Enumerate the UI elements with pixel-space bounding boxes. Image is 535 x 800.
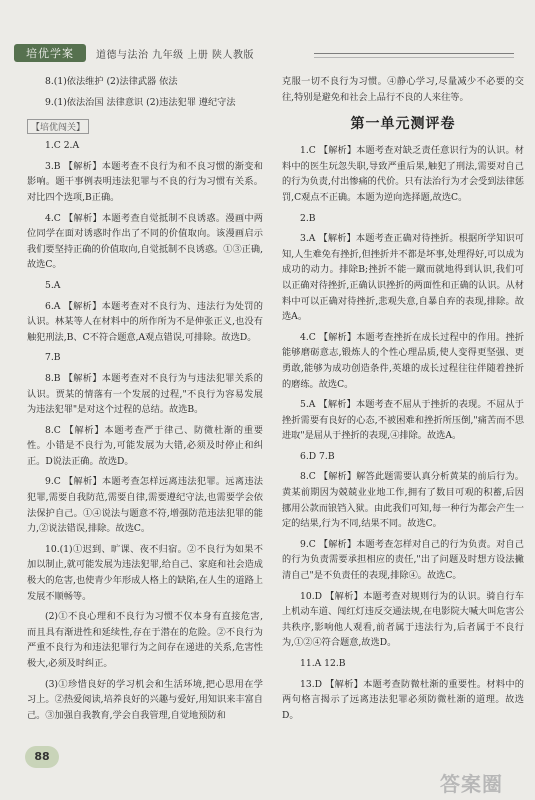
- section-tag-row: [27, 115, 263, 138]
- answer-paragraph: 6.A 【解析】本题考查对不良行为、违法行为处罚的认识。林某等人在材料中的所作所为不是伸张正义,也没有触犯刑法,B、C不符合题意,A观点错误,可排除。故选D。: [27, 300, 263, 343]
- answer-paragraph: 8.B 【解析】本题考查对不良行为与违法犯罪关系的认识。贾某的情落有一个发展的过程,"不良行为容易发展为违法犯罪"是对这个过程的总结。故选B。: [27, 372, 263, 416]
- answer-paragraph: 11.A 12.B: [300, 658, 346, 669]
- answer-paragraph: (2)①不良心理和不良行为习惯不仅本身有直接危害,而且具有渐进性和延续性,存在于潜在的危险。②不良行为严重不良行为和违法犯罪行为之间存在递进的关系,危害性极大,必须及时纠正。: [27, 611, 263, 669]
- answer-paragraph: 9.C 【解析】本题考查怎样对自己的行为负责。对自己的行为负责需要承担相应的责任,"出了问题及时想方设法撇清自己"是不负责任的表现,排除④。故选C。: [282, 538, 524, 582]
- book-badge: [14, 44, 86, 62]
- answer-paragraph: 6.D 7.B: [300, 450, 335, 462]
- answer-paragraph: 2.B: [300, 212, 316, 224]
- left-column: [27, 74, 263, 728]
- answer-paragraph: 10.D 【解析】本题考查对规则行为的认识。骑自行车上机动车道、闯红灯违反交通法规,在电影院大喊大叫危害公共秩序,影响他人观看,前者属于违法行为,后者属于不良行为,①②④符合题意,故选D。: [282, 590, 524, 649]
- answer-paragraph: 7.B: [45, 352, 61, 364]
- answer-paragraph: 8.C 【解析】本题考查严于律己、防微杜渐的重要性。小错是不良行为,可能发展为大错,必须及时停止和纠正。D说法正确。故选D。: [27, 424, 263, 467]
- answer-paragraph: 9.C 【解析】本题考查怎样远离违法犯罪。远离违法犯罪,需要自我防范,需要自律,需要遵纪守法,也需要学会依法保护自己。①④说法与题意不符,增强防范违法犯罪的能力,②说法错误,排除。故选C。: [27, 476, 263, 535]
- section-title: 第一单元测评卷: [350, 116, 456, 133]
- answer-paragraph: 8.C 【解析】解答此题需要认真分析黄某的前后行为。黄某前期因为兢兢业业地工作,拥有了数目可观的积蓄,后因挪用公款而锒铛入狱。由此我们可知,每一种行为都会产生一定的结果,行为不同,结果不同。故选C。: [282, 471, 524, 530]
- answer-paragraph: 4.C 【解析】本题考查自觉抵制不良诱惑。漫画中两位同学在面对诱惑时作出了不同的价值取向。该漫画启示我们要坚持正确的价值取向,自觉抵制不良诱惑。①③正确,故选C。: [27, 212, 263, 271]
- answer-paragraph: 1.C 2.A: [45, 140, 80, 152]
- answer-paragraph: 8.(1)依法维护 (2)法律武器 依法: [45, 76, 178, 87]
- answer-paragraph: 1.C 【解析】本题考查对缺乏责任意识行为的认识。材料中的医生玩忽失职,导致严重后果,触犯了刑法,需要对自己的行为负责,付出惨痛的代价。只有法治行为才会受到法律惩罚,C观点不正确。本题为逆向选择题,故选C。: [282, 145, 524, 203]
- answer-paragraph: 3.A 【解析】本题考查正确对待挫折。根据所学知识可知,人生难免有挫折,但挫折并不都是坏事,处理得好,可以成为成功的动力。排除B;挫折不能一蹴而就地得到认识,我们可以正确对待挫折,正确认识挫折的两面性和正确的认识。从材料中可以正确对待挫折,悲观失意,自暴自弃的表现,排除。故选A。: [282, 233, 524, 323]
- page-number-badge: [25, 746, 59, 768]
- answer-paragraph: 4.C 【解析】本题考查挫折在成长过程中的作用。挫折能够磨砺意志,锻炼人的个性心理品质,使人变得更坚强、更勇敢,能够为成功创造条件,英雄的成长过程往往伴随着挫折的磨练。故选C。: [282, 331, 524, 390]
- header-rule: [314, 53, 514, 54]
- header-subtitle: 道德与法治 九年级 上册 陕人教版: [96, 50, 255, 61]
- right-column: [282, 74, 524, 728]
- header-rule-secondary: [314, 57, 514, 58]
- answer-paragraph: (3)①珍惜良好的学习机会和生活环境,把心思用在学习上。②热爱阅读,培养良好的兴趣与爱好,用知识来丰富自己。③加强自我教育,学会自我管理,自觉地预防和: [27, 678, 263, 721]
- site-watermark: 答案圈: [440, 772, 503, 796]
- answer-paragraph: 9.(1)依法治国 法律意识 (2)违法犯罪 遵纪守法: [45, 96, 236, 108]
- page-number: 88: [34, 750, 50, 763]
- answer-paragraph: 3.B 【解析】本题考查不良行为和不良习惯的渐变和影响。题干事例表明违法犯罪与不良的行为习惯有关系。对比四个选项,B正确。: [27, 160, 263, 203]
- answer-paragraph: 5.A: [45, 279, 61, 291]
- section-tag: 【培优闯关】: [27, 119, 89, 134]
- answer-paragraph: 5.A 【解析】本题考查不屈从于挫折的表现。不屈从于挫折需要有良好的心态,不被困难和挫折所压倒,"痛苦而不思进取"是屈从于挫折的表现,④排除。故选A。: [282, 399, 524, 442]
- answer-paragraph: 克服一切不良行为习惯。④静心学习,尽量减少不必要的交往,特别是避免和社会上品行不良的人来往等。: [282, 76, 524, 103]
- answer-paragraph: 13.D 【解析】本题考查防微杜渐的重要性。材料中的两句格言揭示了远离违法犯罪必须防微杜渐的道理。故选D。: [282, 678, 524, 721]
- page-header: [14, 40, 519, 64]
- book-badge-label: 培优学案: [26, 47, 74, 60]
- answer-paragraph: 10.(1)①迟到、旷课、夜不归宿。②不良行为如果不加以制止,就可能发展为违法犯罪,给自己、家庭和社会造成极大的危害,也使青少年形成人格上的缺陷,在人生的道路上发展不顺畅等。: [27, 543, 263, 602]
